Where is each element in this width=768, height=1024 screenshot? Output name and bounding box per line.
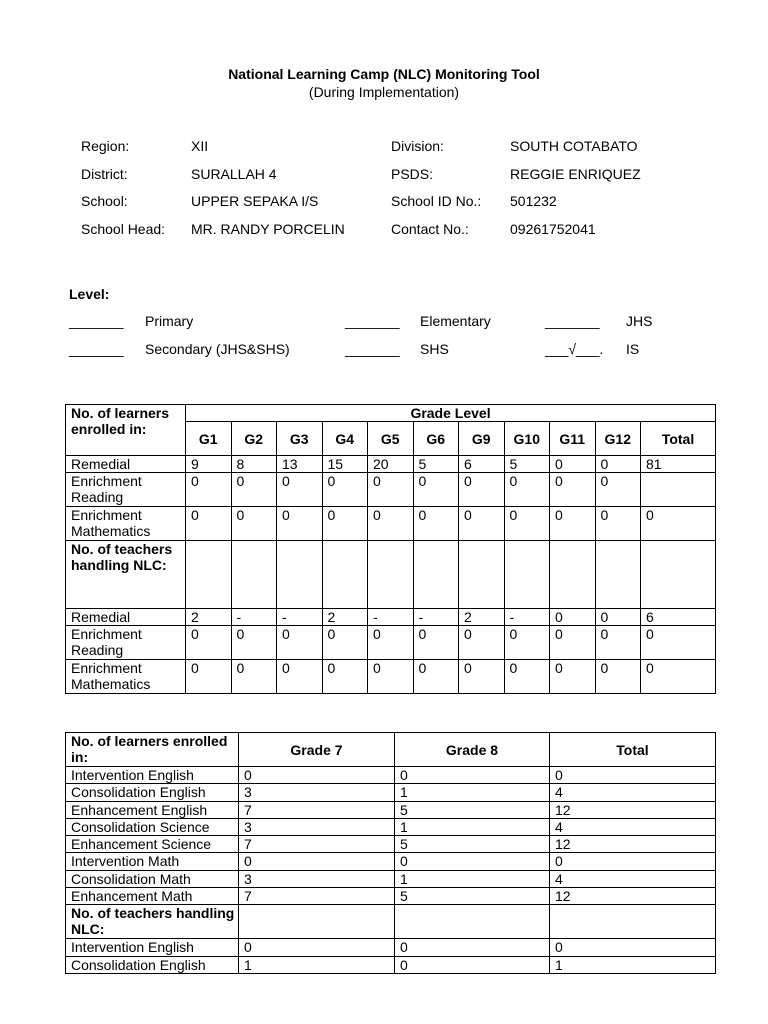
row-label: Enhancement Science	[66, 836, 239, 853]
grade-column-header: G6	[413, 422, 459, 456]
table-cell: 0	[395, 767, 550, 784]
table-cell: 0	[239, 853, 395, 870]
table-cell: 2	[322, 609, 368, 626]
contact-label: Contact No.:	[391, 220, 469, 237]
row-label: Enrichment Mathematics	[66, 660, 186, 694]
table-cell: 0	[413, 660, 459, 694]
table-row	[66, 507, 716, 541]
table-cell: 5	[395, 888, 550, 905]
division-value: SOUTH COTABATO	[510, 138, 638, 154]
table-cell: 0	[550, 609, 596, 626]
row-label: Consolidation English	[66, 956, 239, 973]
table-cell: 0	[231, 473, 277, 507]
level-blank: _______	[545, 313, 600, 329]
level-option-jhs: JHS	[626, 313, 653, 329]
table-cell: 0	[231, 626, 277, 660]
level-option-elementary: Elementary	[420, 313, 491, 329]
table-cell: 0	[641, 626, 716, 660]
grade-level-table	[65, 404, 716, 694]
table-cell: 0	[231, 660, 277, 694]
table-cell: 6	[641, 609, 716, 626]
row-label: Intervention English	[66, 767, 239, 784]
column-header: Total	[550, 733, 716, 767]
learners-enrolled-header: No. of learners enrolled in:	[66, 405, 186, 456]
table-row	[66, 870, 716, 887]
table-cell: 0	[368, 507, 414, 541]
school-id-value: 501232	[510, 193, 557, 209]
school-head-label: School Head:	[81, 220, 166, 237]
table-cell: 0	[277, 626, 323, 660]
row-label: Consolidation English	[66, 784, 239, 801]
table-cell: 0	[322, 507, 368, 541]
table-cell: -	[368, 609, 414, 626]
row-label: Enrichment Mathematics	[66, 507, 186, 541]
table-row	[66, 626, 716, 660]
table-cell: 2	[186, 609, 232, 626]
table-cell: 0	[413, 473, 459, 507]
table-cell: 0	[459, 507, 505, 541]
table-cell: 0	[595, 456, 641, 473]
table-cell: 0	[239, 767, 395, 784]
table-cell: 81	[641, 456, 716, 473]
table-cell: -	[413, 609, 459, 626]
table-row	[66, 473, 716, 507]
grade-column-header: G12	[595, 422, 641, 456]
table-row	[66, 888, 716, 905]
grade-column-header: G5	[368, 422, 414, 456]
psds-value: REGGIE ENRIQUEZ	[510, 165, 641, 182]
table-cell: 0	[550, 626, 596, 660]
table-cell: 2	[459, 609, 505, 626]
table-cell: 0	[395, 956, 550, 973]
table-cell: 0	[277, 660, 323, 694]
table-row	[66, 456, 716, 473]
school-label: School:	[81, 193, 128, 209]
table-cell: 0	[550, 507, 596, 541]
level-check-mark: ___√___.	[545, 341, 604, 357]
table-cell: 0	[277, 473, 323, 507]
table-cell: 0	[550, 767, 716, 784]
table-cell: 0	[395, 853, 550, 870]
table-cell: 0	[550, 939, 716, 956]
table-cell: 4	[550, 784, 716, 801]
column-header: Grade 7	[239, 733, 395, 767]
district-label: District:	[81, 165, 128, 182]
table-cell: 1	[550, 956, 716, 973]
division-label: Division:	[391, 138, 444, 154]
table-cell: 0	[186, 473, 232, 507]
table-cell: 5	[504, 456, 550, 473]
psds-label: PSDS:	[391, 165, 434, 182]
table-row	[66, 609, 716, 626]
table-cell: 15	[322, 456, 368, 473]
table-cell: 0	[322, 660, 368, 694]
table-cell: 8	[231, 456, 277, 473]
row-label: Intervention Math	[66, 853, 239, 870]
table-cell: 0	[595, 473, 641, 507]
column-header: Grade 8	[395, 733, 550, 767]
table-row	[66, 836, 716, 853]
region-value: XII	[191, 138, 209, 154]
table-cell: 0	[504, 660, 550, 694]
table-cell: 6	[459, 456, 505, 473]
level-option-is: IS	[626, 341, 640, 357]
level-row-2	[0, 341, 768, 361]
table-cell: 0	[504, 507, 550, 541]
teachers-handling-header: No. of teachers handling NLC:	[66, 541, 186, 609]
table-cell: 1	[395, 784, 550, 801]
table-cell: 7	[239, 801, 395, 818]
learners-enrolled-header: No. of learners enrolled in:	[66, 733, 239, 767]
jhs-subject-table	[65, 732, 716, 974]
table-cell: 1	[395, 818, 550, 835]
table-cell: 0	[186, 626, 232, 660]
table-cell: 0	[550, 473, 596, 507]
level-row-1	[0, 313, 768, 333]
table-cell: 3	[239, 784, 395, 801]
school-id-label: School ID No.:	[391, 193, 482, 209]
table-cell: 0	[595, 507, 641, 541]
table-cell: 7	[239, 836, 395, 853]
table-row	[66, 784, 716, 801]
table-cell: 5	[395, 801, 550, 818]
table-cell: 0	[641, 507, 716, 541]
row-label: Remedial	[66, 456, 186, 473]
level-option-primary: Primary	[145, 313, 194, 329]
table-cell: 13	[277, 456, 323, 473]
grade-column-header: G4	[322, 422, 368, 456]
row-label: Enhancement Math	[66, 888, 239, 905]
teachers-handling-header: No. of teachers handling NLC:	[66, 905, 239, 939]
table-cell: 0	[459, 626, 505, 660]
grade-column-header: Total	[641, 422, 716, 456]
table-cell: 0	[186, 507, 232, 541]
table-cell: 7	[239, 888, 395, 905]
table-cell: 0	[322, 473, 368, 507]
grade-level-header: Grade Level	[186, 405, 716, 422]
table-cell: 0	[550, 660, 596, 694]
row-label: Intervention English	[66, 939, 239, 956]
table-cell	[641, 473, 716, 507]
grade-column-header: G2	[231, 422, 277, 456]
table-cell: 0	[459, 660, 505, 694]
level-option-shs: SHS	[420, 341, 449, 357]
table-row	[66, 660, 716, 694]
table-cell: 0	[368, 660, 414, 694]
row-label: Consolidation Math	[66, 870, 239, 887]
table-cell: 0	[239, 939, 395, 956]
grade-column-header: G11	[550, 422, 596, 456]
table-cell: 12	[550, 836, 716, 853]
table-cell: 0	[595, 660, 641, 694]
table-cell: 4	[550, 818, 716, 835]
table-cell: -	[277, 609, 323, 626]
grade-column-header: G10	[504, 422, 550, 456]
level-blank: _______	[69, 341, 124, 357]
district-value: SURALLAH 4	[191, 165, 277, 182]
contact-value: 09261752041	[510, 220, 596, 237]
level-blank: _______	[345, 341, 400, 357]
level-heading: Level:	[69, 286, 110, 302]
table-cell: 0	[504, 473, 550, 507]
table-cell: -	[231, 609, 277, 626]
table-cell: 0	[231, 507, 277, 541]
table-row	[66, 939, 716, 956]
table-cell: 12	[550, 888, 716, 905]
level-blank: _______	[345, 313, 400, 329]
school-value: UPPER SEPAKA I/S	[191, 193, 319, 209]
grade-column-header: G9	[459, 422, 505, 456]
table-row	[66, 801, 716, 818]
table-cell: 0	[413, 507, 459, 541]
table-cell: 20	[368, 456, 414, 473]
document-title: National Learning Camp (NLC) Monitoring Tool	[228, 66, 540, 82]
table-cell: 0	[322, 626, 368, 660]
row-label: Enhancement English	[66, 801, 239, 818]
table-cell: 0	[459, 473, 505, 507]
table-cell: 0	[595, 609, 641, 626]
region-label: Region:	[81, 138, 130, 154]
table-cell: 0	[504, 626, 550, 660]
table-row	[66, 767, 716, 784]
table-row	[66, 853, 716, 870]
table-cell: 4	[550, 870, 716, 887]
table-cell: 0	[595, 626, 641, 660]
table-cell: 1	[239, 956, 395, 973]
row-label: Remedial	[66, 609, 186, 626]
table-cell: 12	[550, 801, 716, 818]
level-option-secondary: Secondary (JHS&SHS)	[145, 341, 290, 357]
table-row	[66, 956, 716, 973]
table-cell: 0	[186, 660, 232, 694]
table-cell: 3	[239, 818, 395, 835]
row-label: Consolidation Science	[66, 818, 239, 835]
table-cell: 0	[368, 626, 414, 660]
table-cell: 0	[550, 456, 596, 473]
table-cell: 9	[186, 456, 232, 473]
table-cell: 0	[368, 473, 414, 507]
document-subtitle: (During Implementation)	[308, 84, 460, 100]
table-cell: 0	[395, 939, 550, 956]
grade-column-header: G1	[186, 422, 232, 456]
table-cell: 5	[413, 456, 459, 473]
grade-column-header: G3	[277, 422, 323, 456]
table-cell: 0	[641, 660, 716, 694]
table-cell: 5	[395, 836, 550, 853]
table-cell: -	[504, 609, 550, 626]
table-row	[66, 818, 716, 835]
school-head-value: MR. RANDY PORCELIN	[191, 220, 345, 237]
row-label: Enrichment Reading	[66, 473, 186, 507]
table-cell: 0	[277, 507, 323, 541]
table-cell: 0	[550, 853, 716, 870]
table-cell: 0	[413, 626, 459, 660]
row-label: Enrichment Reading	[66, 626, 186, 660]
table-cell: 3	[239, 870, 395, 887]
level-blank: _______	[69, 313, 124, 329]
table-cell: 1	[395, 870, 550, 887]
